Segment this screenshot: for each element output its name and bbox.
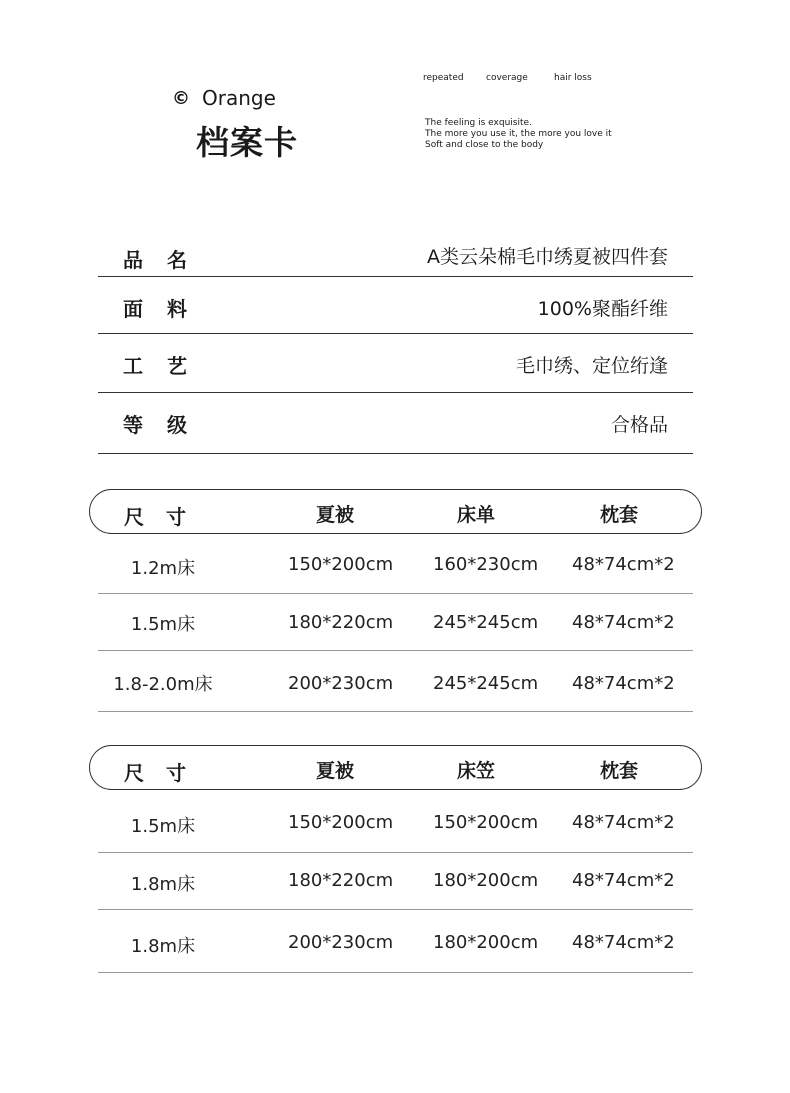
size-table-header (89, 489, 702, 534)
slogan-line: Soft and close to the body (425, 140, 544, 150)
page-title: 档案卡 (196, 123, 298, 162)
header-size: 尺寸 (124, 505, 208, 529)
info-row-craft (98, 334, 693, 393)
tag-repeated: repeated (423, 73, 464, 83)
size-table-sheet (89, 489, 702, 712)
header-sheet: 床单 (457, 504, 496, 526)
cell-bed-size: 1.8m床 (130, 874, 196, 895)
copyright-icon: © (172, 87, 190, 109)
label-char: 品 (123, 248, 143, 272)
label-char: 名 (167, 248, 187, 272)
header-quilt: 夏被 (316, 504, 355, 526)
slogan-line: The feeling is exquisite. (425, 118, 532, 128)
header-pillowcase: 枕套 (600, 504, 639, 526)
size-table-header (89, 745, 702, 790)
tag-hair-loss: hair loss (554, 73, 592, 83)
brand (172, 86, 276, 110)
cell-fitted-sheet: 180*200cm (433, 932, 539, 953)
cell-fitted-sheet: 150*200cm (433, 812, 539, 833)
cell-pillowcase: 48*74cm*2 (572, 554, 675, 575)
cell-quilt: 180*220cm (288, 612, 394, 633)
tag-list (423, 73, 592, 83)
header-quilt: 夏被 (316, 760, 355, 782)
header-size: 尺寸 (124, 761, 208, 785)
label-char: 等 (123, 413, 143, 437)
table-row (98, 853, 693, 910)
tag-coverage: coverage (486, 73, 528, 83)
label-char: 面 (123, 297, 143, 321)
info-value: 合格品 (610, 414, 668, 436)
info-label (123, 409, 187, 438)
cell-bed-size: 1.2m床 (130, 558, 196, 579)
header-pillowcase: 枕套 (600, 760, 639, 782)
cell-pillowcase: 48*74cm*2 (572, 870, 675, 891)
cell-bed-size: 1.8m床 (130, 936, 196, 957)
table-row (98, 790, 693, 853)
label-char: 工 (123, 354, 143, 378)
cell-sheet: 245*245cm (433, 673, 539, 694)
slogan (425, 118, 612, 151)
cell-quilt: 150*200cm (288, 812, 394, 833)
product-info-table (98, 228, 693, 454)
cell-pillowcase: 48*74cm*2 (572, 812, 675, 833)
table-row (98, 594, 693, 651)
info-row-product-name (98, 228, 693, 277)
cell-fitted-sheet: 180*200cm (433, 870, 539, 891)
info-value: 100%聚酯纤维 (537, 298, 668, 320)
header-fitted-sheet: 床笠 (457, 760, 496, 782)
info-label (123, 244, 187, 273)
table-row (98, 651, 693, 712)
cell-quilt: 180*220cm (288, 870, 394, 891)
label-char: 料 (167, 297, 187, 321)
info-label (123, 350, 187, 379)
cell-bed-size: 1.5m床 (130, 816, 196, 837)
cell-sheet: 245*245cm (433, 612, 539, 633)
info-label (123, 293, 187, 322)
cell-quilt: 200*230cm (288, 673, 394, 694)
info-row-grade (98, 393, 693, 454)
table-row (98, 534, 693, 594)
info-row-fabric (98, 277, 693, 334)
size-table-fitted (89, 745, 702, 973)
cell-bed-size: 1.8-2.0m床 (113, 674, 213, 695)
label-char: 级 (167, 413, 187, 437)
info-value: A类云朵棉毛巾绣夏被四件套 (427, 246, 668, 268)
brand-name: Orange (202, 86, 276, 110)
table-row (98, 910, 693, 973)
cell-sheet: 160*230cm (433, 554, 539, 575)
cell-pillowcase: 48*74cm*2 (572, 612, 675, 633)
cell-quilt: 200*230cm (288, 932, 394, 953)
cell-pillowcase: 48*74cm*2 (572, 673, 675, 694)
cell-bed-size: 1.5m床 (130, 614, 196, 635)
slogan-line: The more you use it, the more you love it (425, 129, 612, 139)
cell-quilt: 150*200cm (288, 554, 394, 575)
cell-pillowcase: 48*74cm*2 (572, 932, 675, 953)
label-char: 艺 (167, 354, 187, 378)
info-value: 毛巾绣、定位绗逢 (515, 355, 668, 377)
